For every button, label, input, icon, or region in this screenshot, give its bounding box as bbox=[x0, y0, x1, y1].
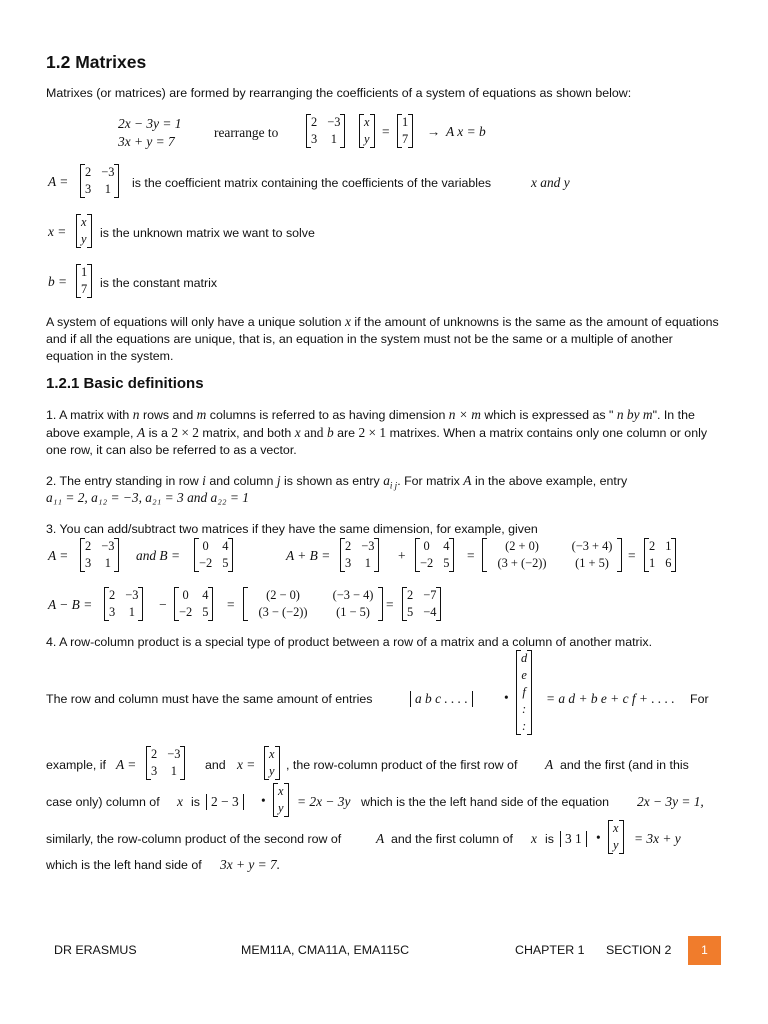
case-result: = 2x − 3y bbox=[297, 794, 351, 809]
diff-result-matrix: 2 −7 5 −4 bbox=[402, 587, 441, 621]
b-vector: 1 7 bbox=[76, 264, 92, 298]
A-eq-label: A = bbox=[48, 548, 69, 563]
bullet-operator: • bbox=[504, 690, 509, 705]
example-and: and bbox=[205, 758, 226, 772]
for-word: For bbox=[690, 692, 709, 706]
basic-definitions-heading: 1.2.1 Basic definitions bbox=[46, 375, 204, 392]
plus-sign: + bbox=[398, 548, 406, 563]
example-x-vector: x y bbox=[264, 746, 280, 780]
rearrange-label: rearrange to bbox=[214, 125, 279, 140]
arrow-symbol: → bbox=[427, 124, 441, 139]
case-text-2: which is the the left hand side of the equation bbox=[361, 795, 609, 809]
case-x: x bbox=[177, 794, 183, 809]
A-variables: x and y bbox=[531, 175, 570, 190]
diff-B-matrix: 0 4 −2 5 bbox=[174, 587, 213, 621]
similarly-x-vector: x y bbox=[608, 820, 624, 854]
sum-equals: = bbox=[467, 548, 475, 563]
similarly-result: = 3x + y bbox=[634, 831, 681, 846]
case-is: is bbox=[191, 795, 200, 809]
diff-A-matrix: 2 −3 3 1 bbox=[104, 587, 143, 621]
A-matrix-2: 2 −3 3 1 bbox=[80, 538, 119, 572]
similarly-is: is bbox=[545, 832, 554, 846]
sum-A-matrix: 2 −3 3 1 bbox=[340, 538, 379, 572]
example-A-label: A = bbox=[116, 757, 137, 772]
sum-result-equals: = bbox=[628, 548, 636, 563]
case-text: case only) column of bbox=[46, 795, 160, 809]
B-matrix: 0 4 −2 5 bbox=[194, 538, 233, 572]
diff-equals: = bbox=[227, 597, 235, 612]
example-A-ref: A bbox=[545, 757, 554, 772]
first-row: 2 − 3 bbox=[206, 794, 244, 810]
footer-section: SECTION 2 bbox=[606, 943, 672, 957]
column-vector: d e f : : bbox=[516, 650, 532, 735]
equation-2: 3x + y = 7 bbox=[118, 134, 175, 149]
sum-expression-matrix: (2 + 0) (−3 + 4) (3 + (−2)) (1 + 5) bbox=[482, 538, 622, 572]
sum-B-matrix: 0 4 −2 5 bbox=[415, 538, 454, 572]
second-row: 3 1 bbox=[560, 831, 587, 847]
sum-result-matrix: 2 1 1 6 bbox=[644, 538, 676, 572]
row-vector: a b c . . . . bbox=[410, 691, 473, 707]
footer-chapter: CHAPTER 1 bbox=[515, 943, 585, 957]
example-text-3: and the first (and in this bbox=[560, 758, 689, 772]
diff-label: A − B = bbox=[48, 597, 93, 612]
x-description: is the unknown matrix we want to solve bbox=[100, 226, 315, 240]
similarly-text: similarly, the row-column product of the second row of bbox=[46, 832, 342, 846]
A-matrix: 2 −3 3 1 bbox=[80, 164, 119, 198]
b-label: b = bbox=[48, 274, 68, 289]
footer-author: DR ERASMUS bbox=[54, 943, 137, 957]
coefficient-matrix: 2 −3 3 1 bbox=[306, 114, 345, 148]
B-eq-label: and B = bbox=[136, 548, 180, 563]
x-vector: x y bbox=[76, 214, 92, 248]
section-title: 1.2 Matrixes bbox=[46, 52, 147, 72]
case-x-vector: x y bbox=[273, 783, 289, 817]
definition-1: 1. A matrix with n rows and m columns is referred to as having dimension n × m which is expressed as " n by m". In the above example, A is a 2 × 2 matrix, and both x and b are 2 × 1 matrixes. When a matrix contains only one column or only one row, it can also be referred to as a vector. bbox=[46, 407, 708, 457]
example-text-2: , the row-column product of the first row of bbox=[286, 758, 518, 772]
example-A-matrix: 2 −3 3 1 bbox=[146, 746, 185, 780]
definition-4: 4. A row-column product is a special type of product between a row of a matrix and a column of another matrix. bbox=[46, 635, 653, 649]
definition-2: 2. The entry standing in row i and column j is shown as entry $a_{i j}$. For matrix A in the above example, entry bbox=[46, 473, 628, 491]
last-equation: 3x + y = 7. bbox=[220, 857, 281, 872]
similarly-text-2: and the first column of bbox=[391, 832, 513, 846]
minus-sign: − bbox=[159, 597, 167, 612]
A-description: is the coefficient matrix containing the coefficients of the variables bbox=[132, 176, 492, 190]
row-column-text: The row and column must have the same amount of entries bbox=[46, 692, 373, 706]
diff-result-equals: = bbox=[386, 597, 394, 612]
matrix-equation: A x = b bbox=[446, 124, 486, 139]
b-description: is the constant matrix bbox=[100, 276, 218, 290]
similarly-bullet: • bbox=[596, 830, 601, 845]
footer-courses: MEM11A, CMA11A, EMA115C bbox=[241, 943, 410, 957]
constant-vector: 1 7 bbox=[397, 114, 413, 148]
case-bullet: • bbox=[261, 793, 266, 808]
similarly-x: x bbox=[531, 831, 537, 846]
equals-sign: = bbox=[382, 124, 390, 139]
last-line-text: which is the left hand side of bbox=[46, 858, 202, 872]
unique-solution-paragraph: A system of equations will only have a unique solution x if the amount of unknowns is the same as the amount of equations and if all the equations are unique, that is, an equation in the system must not be the same or a multiple of another equation in the system. bbox=[46, 314, 719, 363]
page-number: 1 bbox=[688, 936, 721, 965]
x-label: x = bbox=[48, 224, 67, 239]
example-x-label: x = bbox=[237, 757, 256, 772]
definition-3: 3. You can add/subtract two matrices if they have the same dimension, for example, given bbox=[46, 522, 538, 536]
diff-expression-matrix: (2 − 0) (−3 − 4) (3 − (−2)) (1 − 5) bbox=[243, 587, 383, 621]
similarly-A: A bbox=[376, 831, 385, 846]
intro-text: Matrixes (or matrices) are formed by rearranging the coefficients of a system of equations as shown below: bbox=[46, 86, 632, 100]
equation-1: 2x − 3y = 1 bbox=[118, 116, 182, 131]
example-text: example, if bbox=[46, 758, 106, 772]
sum-label: A + B = bbox=[286, 548, 331, 563]
entry-values: a₁₁ = 2, a₁₂ = −3, a₂₁ = 3 and a₂₂ = 1 bbox=[46, 490, 249, 505]
product-expression: = a d + b e + c f + . . . . bbox=[546, 691, 675, 706]
A-label: A = bbox=[48, 174, 69, 189]
case-equation: 2x − 3y = 1, bbox=[637, 794, 704, 809]
unknown-vector: x y bbox=[359, 114, 375, 148]
